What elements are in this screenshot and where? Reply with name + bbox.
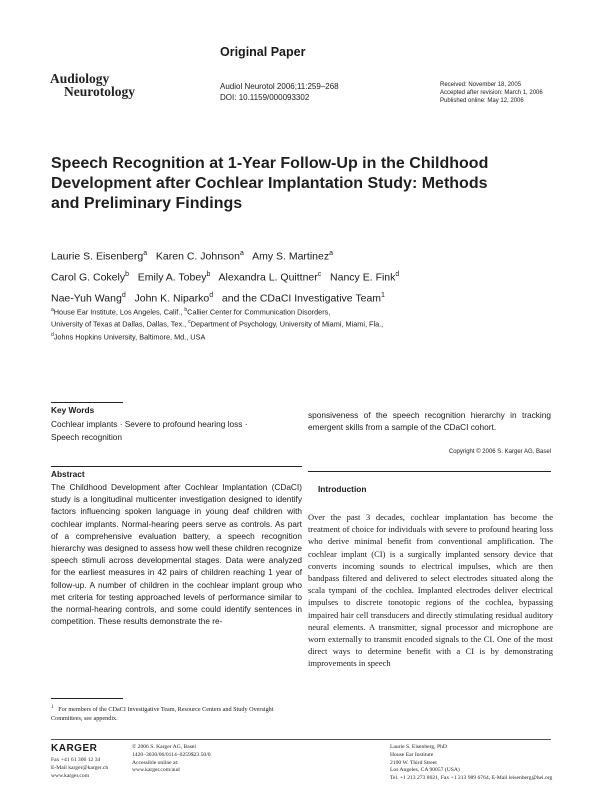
publisher-contact xyxy=(51,757,108,780)
author-sup: d xyxy=(209,292,214,299)
journal-logo-line2: Neurotology xyxy=(64,84,135,99)
publisher-fax: Fax +41 61 306 12 34 xyxy=(51,757,101,763)
author-name: Nae-Yuh Wang xyxy=(51,292,122,305)
author-name: and the CDaCI Investigative Team xyxy=(221,292,382,305)
citation xyxy=(220,81,339,103)
affiliation-sup: b xyxy=(184,307,188,313)
footer-copyright: © 2006 S. Karger AG, Basel xyxy=(132,744,196,750)
abstract-continuation: sponsiveness of the speech recognition hierarchy in tracking emergent skills from a sample of the CDaCI cohort. xyxy=(308,410,551,433)
karger-logo: KARGER xyxy=(51,743,98,754)
corr-name: Laurie S. Eisenberg, PhD xyxy=(390,744,447,750)
abstract-rule xyxy=(51,466,302,467)
author-name: Carol G. Cokely xyxy=(51,271,126,284)
author-name: Karen C. Johnson xyxy=(155,250,240,263)
author-sup: d xyxy=(121,292,126,299)
affiliation-sup: a xyxy=(51,307,54,313)
affiliation-text: University of Texas at Dallas, Dallas, Tex., xyxy=(51,319,187,329)
affiliation-text: Department of Psychology, University of Miami, Miami, Fla., xyxy=(190,319,384,329)
author-sup: a xyxy=(239,250,244,257)
footnote-marker: 1 xyxy=(51,704,54,710)
author-sup: b xyxy=(206,271,211,278)
accepted-date: Accepted after revision: March 1, 2006 xyxy=(440,90,543,96)
author-list xyxy=(51,245,521,308)
corr-street: 2100 W. Third Street xyxy=(390,759,437,766)
doi-line xyxy=(220,92,339,103)
author-sup: a xyxy=(143,250,148,257)
author-sup: b xyxy=(125,271,130,278)
abstract-heading: Abstract xyxy=(51,469,85,479)
footnote xyxy=(51,703,301,723)
publisher-email[interactable]: E-Mail karger@karger.ch xyxy=(51,764,109,771)
corr-city: Los Angeles, CA 90057 (USA) xyxy=(390,767,460,774)
affiliation-text: Johns Hopkins University, Baltimore, Md., USA xyxy=(53,332,206,342)
footnote-text: For members of the CDaCI Investigative Team, Resource Centers and Study Oversight Committees, see appendix. xyxy=(51,706,274,723)
article-title: Speech Recognition at 1-Year Follow-Up in the Childhood Development after Cochlear Implantation Study: Methods and Preliminary Findings xyxy=(51,155,489,212)
footnote-rule xyxy=(51,698,123,699)
author-sup: d xyxy=(395,271,400,278)
author-name: Amy S. Martinez xyxy=(252,250,330,263)
publisher-web[interactable]: www.karger.com xyxy=(51,772,90,779)
affiliation-line xyxy=(51,317,521,329)
corr-org: House Ear Institute xyxy=(390,751,434,758)
introduction-text: Over the past 3 decades, cochlear implantation has become the treatment of choice for individuals with severe to profound hearing loss who derive minimal benefit from conventional amplification. The cochlear implant (CI) is a surgically implanted sensory device that converts incoming sounds to electrical impulses, which are then bandpass filtered and delivered to select electrodes situated along the scala tympani of the cochlea. Implanted electrodes deliver electrical impulses to discrete tonotopic regions of the cochlea, bypassing impaired hair cell transducers and directly stimulating residual auditory neural elements. A transmitter, signal processor and microphone are worn externally to transmit encoded signals to the CI. One of the most direct ways to determine benefit with a CI is by demonstrating improvements in speech xyxy=(308,512,553,669)
publication-info xyxy=(132,744,211,775)
keywords-line: Speech recognition xyxy=(51,431,123,442)
corr-contact: Tel. +1 213 273 8021, Fax +1 213 989 6764, E-Mail leisenberg@hei.org xyxy=(390,775,553,782)
author-row xyxy=(51,245,521,266)
published-date: Published online: May 12, 2006 xyxy=(440,98,524,104)
footer-rule xyxy=(51,739,551,740)
affiliation-sup: c xyxy=(188,319,191,326)
doi-prefix: DOI: xyxy=(220,93,237,102)
author-name: John K. Niparko xyxy=(134,292,210,305)
affiliation-text: House Ear Institute, Los Angeles, Calif., xyxy=(53,307,183,317)
author-row xyxy=(51,266,521,287)
introduction-rule xyxy=(308,471,551,472)
author-name: Laurie S. Eisenberg xyxy=(51,250,144,263)
author-sup: c xyxy=(317,271,322,278)
journal-logo-line1: Audiology xyxy=(50,71,110,86)
keywords-line: Cochlear implants · Severe to profound hearing loss · xyxy=(51,419,248,429)
abstract-text: The Childhood Development after Cochlear Implantation (CDaCI) study is a longitudinal multicenter investigation designed to identify factors influencing spoken language in young deaf children with cochlear implants. Normal-hearing peers serve as controls. As part of a comprehensive evaluation battery, a speech recognition hierarchy was designed to assess how well these children recognize speech stimuli across developmental stages. Data were analyzed for the earliest measures in 42 pairs of children reaching 1 year of follow-up. A number of children in the cochlear implant group who met criteria for testing approached levels of performance similar to the normal-hearing controls, and some could identify sentences in competition. These results demonstrate the re- xyxy=(51,482,302,627)
doi-link[interactable]: 10.1159/000093302 xyxy=(238,93,310,102)
received-date: Received: November 18, 2005 xyxy=(440,82,522,88)
footer-url[interactable]: www.karger.com/aud xyxy=(132,767,180,774)
footer-accessible: Accessible online at: xyxy=(132,759,179,766)
paper-type: Original Paper xyxy=(220,45,306,59)
copyright-notice: Copyright © 2006 S. Karger AG, Basel xyxy=(448,449,551,455)
correspondence xyxy=(390,744,570,783)
affiliations xyxy=(51,305,521,342)
author-name: Alexandra L. Quittner xyxy=(218,271,318,284)
affiliation-text: Callier Center for Communication Disorders, xyxy=(187,307,331,317)
author-name: Nancy E. Fink xyxy=(330,271,396,284)
author-sup: a xyxy=(329,250,333,257)
citation-line: Audiol Neurotol 2006;11:259–268 xyxy=(220,82,339,91)
affiliation-line xyxy=(51,305,521,317)
publication-dates xyxy=(440,81,543,105)
journal-logo xyxy=(50,72,135,98)
affiliation-sup: d xyxy=(51,331,54,338)
footer-issn: 1420–3030/06/0114–0259$23.50/0 xyxy=(132,751,211,758)
keywords-heading: Key Words xyxy=(51,405,95,415)
author-sup: 1 xyxy=(381,292,385,299)
keywords-rule xyxy=(51,402,123,403)
introduction-heading: Introduction xyxy=(318,484,367,494)
keywords-text xyxy=(51,418,301,443)
author-name: Emily A. Tobey xyxy=(137,271,207,284)
affiliation-line xyxy=(51,330,521,342)
